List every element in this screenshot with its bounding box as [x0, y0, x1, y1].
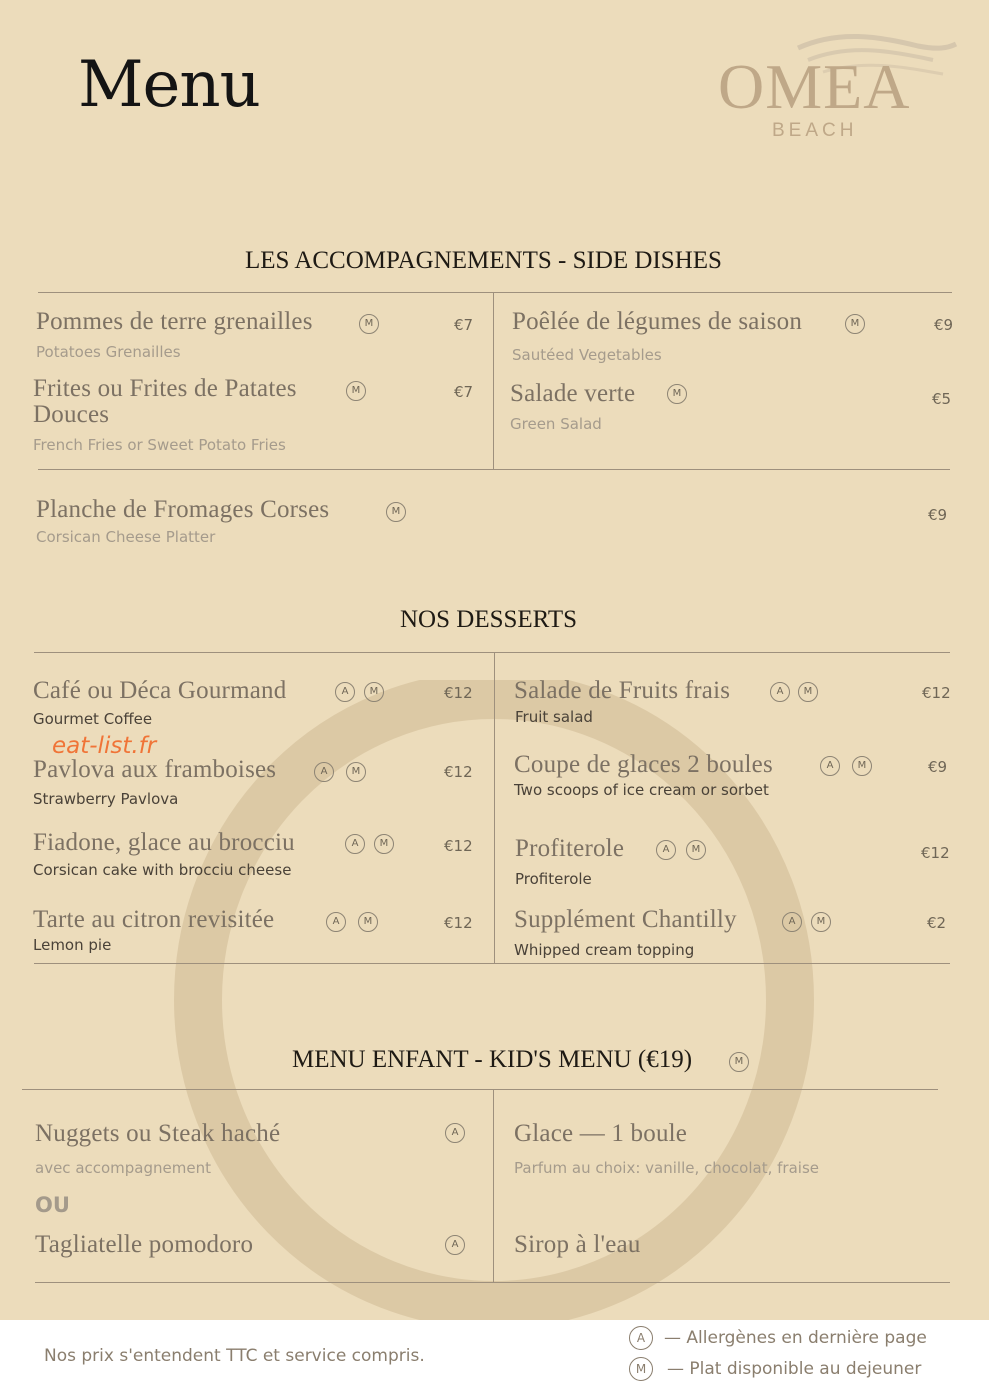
dish-desc: Strawberry Pavlova — [33, 790, 179, 808]
section-title-desserts: NOS DESSERTS — [400, 606, 578, 633]
dish-desc: Potatoes Grenailles — [36, 343, 181, 361]
divider — [22, 1089, 938, 1090]
allergen-a-badge: A — [445, 1235, 465, 1255]
dish-name: Pavlova aux framboises — [33, 756, 277, 783]
or-label: OU — [35, 1193, 70, 1217]
menu-m-badge: M — [729, 1052, 749, 1072]
menu-m-badge: M — [798, 682, 818, 702]
legend-a-text: — Allergènes en dernière page — [664, 1328, 927, 1348]
section-title-sides: LES ACCOMPAGNEMENTS - SIDE DISHES — [245, 247, 722, 274]
allergen-a-badge: A — [656, 840, 676, 860]
dish-desc: Lemon pie — [33, 936, 112, 954]
dish-price: €7 — [454, 383, 474, 401]
allergen-a-badge: A — [335, 682, 355, 702]
divider — [493, 1089, 494, 1282]
allergen-a-badge: A — [326, 912, 346, 932]
omea-beach-logo — [708, 28, 958, 148]
dish-desc: Corsican Cheese Platter — [36, 528, 216, 546]
menu-m-badge: M — [346, 381, 366, 401]
menu-m-badge: M — [811, 912, 831, 932]
kids-main-1: Nuggets ou Steak haché — [35, 1120, 281, 1147]
dish-price: €12 — [444, 914, 473, 932]
dish-desc: Fruit salad — [515, 708, 593, 726]
dish-name: Supplément Chantilly — [514, 906, 737, 933]
dish-name: Pommes de terre grenailles — [36, 308, 313, 335]
logo-sub: BEACH — [772, 120, 858, 141]
menu-m-badge: M — [374, 834, 394, 854]
dish-desc: Gourmet Coffee — [33, 710, 153, 728]
allergen-a-badge: A — [314, 762, 334, 782]
section-title-kids: MENU ENFANT - KID'S MENU (€19) — [292, 1046, 693, 1073]
divider — [38, 469, 950, 470]
dish-desc: Green Salad — [510, 415, 602, 433]
watermark-text: eat-list.fr — [52, 733, 157, 759]
menu-m-badge: M — [845, 314, 865, 334]
divider — [34, 652, 950, 653]
legend-a-badge: A — [629, 1326, 653, 1350]
allergen-a-badge: A — [782, 912, 802, 932]
dish-desc: French Fries or Sweet Potato Fries — [33, 436, 286, 454]
dish-price: €7 — [454, 316, 474, 334]
dish-name: Café ou Déca Gourmand — [33, 677, 287, 704]
dish-name: Tarte au citron revisitée — [33, 906, 275, 933]
kids-dessert: Glace — 1 boule — [514, 1120, 688, 1147]
dish-desc: Two scoops of ice cream or sorbet — [514, 781, 769, 799]
allergen-a-badge: A — [345, 834, 365, 854]
dish-price: €12 — [444, 837, 473, 855]
menu-m-badge: M — [852, 756, 872, 776]
dish-price: €12 — [922, 684, 951, 702]
dish-name: Fiadone, glace au brocciu — [33, 829, 295, 856]
dish-price: €12 — [444, 684, 473, 702]
dish-price: €2 — [927, 914, 947, 932]
dish-desc: Corsican cake with brocciu cheese — [33, 861, 292, 879]
menu-m-badge: M — [686, 840, 706, 860]
menu-m-badge: M — [346, 762, 366, 782]
allergen-a-badge: A — [820, 756, 840, 776]
divider — [493, 292, 494, 469]
menu-m-badge: M — [386, 502, 406, 522]
dish-desc: Whipped cream topping — [514, 941, 695, 959]
dish-name: Frites ou Frites de Patates Douces — [33, 375, 297, 428]
page-title: Menu — [78, 48, 260, 122]
kids-drink: Sirop à l'eau — [514, 1231, 641, 1258]
dish-name: Planche de Fromages Corses — [36, 496, 330, 523]
kids-main-2: Tagliatelle pomodoro — [35, 1231, 254, 1258]
allergen-a-badge: A — [770, 682, 790, 702]
divider — [35, 1282, 950, 1283]
legend-m-text: — Plat disponible au dejeuner — [667, 1359, 922, 1379]
allergen-a-badge: A — [445, 1123, 465, 1143]
dish-desc: Sautéed Vegetables — [512, 346, 662, 364]
dish-price: €12 — [444, 763, 473, 781]
dish-name: Salade verte — [510, 380, 636, 407]
divider — [494, 652, 495, 963]
dish-name: Poêlée de légumes de saison — [512, 308, 803, 335]
dish-desc: Profiterole — [515, 870, 592, 888]
divider — [34, 963, 950, 964]
kids-main-1-desc: avec accompagnement — [35, 1159, 211, 1177]
legend-m-badge: M — [629, 1357, 653, 1381]
dish-name: Coupe de glaces 2 boules — [514, 751, 773, 778]
dish-name: Salade de Fruits frais — [514, 677, 731, 704]
dish-price: €9 — [928, 758, 948, 776]
dish-price: €5 — [932, 390, 952, 408]
logo-name: OMEA — [718, 51, 911, 122]
dish-name: Profiterole — [515, 835, 625, 862]
menu-m-badge: M — [359, 314, 379, 334]
kids-dessert-desc: Parfum au choix: vanille, chocolat, fraise — [514, 1159, 819, 1177]
footer-note: Nos prix s'entendent TTC et service compris. — [44, 1346, 425, 1366]
dish-price: €12 — [921, 844, 950, 862]
menu-m-badge: M — [364, 682, 384, 702]
menu-m-badge: M — [358, 912, 378, 932]
dish-price: €9 — [934, 316, 954, 334]
menu-m-badge: M — [667, 384, 687, 404]
dish-price: €9 — [928, 506, 948, 524]
divider — [38, 292, 952, 293]
